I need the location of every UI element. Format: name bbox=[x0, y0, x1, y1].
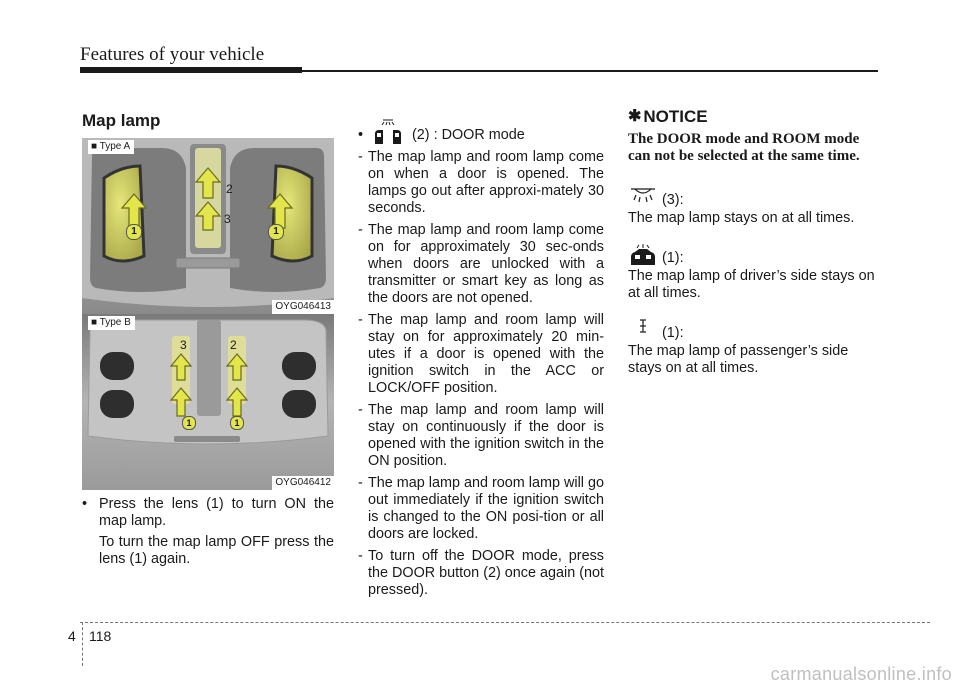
callout-1-left: 1 bbox=[182, 416, 196, 430]
notice-entry-text: The map lamp of passenger’s side stays on at all times. bbox=[628, 343, 849, 376]
door-mode-item bbox=[355, 222, 604, 307]
lens-instructions bbox=[82, 496, 334, 568]
door-mode-item bbox=[355, 475, 604, 543]
dash-marker: - bbox=[358, 402, 363, 418]
notice-box bbox=[628, 108, 880, 377]
callout-3: 3 bbox=[224, 212, 231, 226]
door-mode-item bbox=[355, 312, 604, 397]
notice-entry-label: (1): bbox=[662, 250, 684, 266]
dash-marker: - bbox=[358, 548, 363, 564]
door-mode-item-text: The map lamp and room lamp will stay on continuously if the door is opened with the ignition switch in the ON position. bbox=[368, 402, 604, 469]
notice-heading bbox=[628, 108, 880, 125]
door-mode-item-text: The map lamp and room lamp come on for approximately 30 sec-onds when doors are unlocked with a transmitter or smart key as long as the doors are not opened. bbox=[368, 222, 604, 306]
figure-code: OYG046413 bbox=[272, 300, 334, 314]
lens-on-text: Press the lens (1) to turn ON the map lamp. bbox=[99, 496, 334, 529]
room-lamp-icon bbox=[628, 185, 658, 212]
door-mode-item bbox=[355, 402, 604, 470]
figure-type-a bbox=[82, 138, 334, 314]
watermark: carmanualsonline.info bbox=[770, 664, 952, 684]
door-mode-heading bbox=[355, 118, 604, 142]
driver-side-icon bbox=[628, 243, 658, 272]
door-mode-item-text: The map lamp and room lamp come on when a door is opened. The lamps go out after approxi-mately 30 seconds. bbox=[368, 149, 604, 216]
footer-divider bbox=[82, 622, 83, 666]
figure-type-label: ■ Type B bbox=[88, 316, 135, 330]
notice-entry-passenger bbox=[628, 318, 880, 342]
notice-star-icon: ✱ bbox=[628, 108, 642, 125]
dash-marker: - bbox=[358, 475, 363, 491]
passenger-side-icon bbox=[628, 318, 658, 347]
callout-1-left: 1 bbox=[126, 224, 142, 240]
page-header-title: Features of your vehicle bbox=[80, 44, 265, 65]
notice-entry-label: (3): bbox=[662, 192, 684, 208]
footer-rule bbox=[80, 622, 930, 623]
door-mode-item-text: The map lamp and room lamp will go out immediately if the ignition switch is changed to the ON posi-tion or all doors are locked. bbox=[368, 475, 604, 542]
dash-marker: - bbox=[358, 312, 363, 328]
section-title: Map lamp bbox=[82, 111, 161, 130]
notice-entry-text: The map lamp stays on at all times. bbox=[628, 210, 855, 226]
door-mode-item-text: To turn off the DOOR mode, press the DOOR button (2) once again (not pressed). bbox=[368, 548, 604, 598]
door-mode-icon bbox=[371, 118, 405, 149]
door-mode-label: (2) : DOOR mode bbox=[412, 127, 525, 143]
dash-marker: - bbox=[358, 149, 363, 165]
door-mode-item-text: The map lamp and room lamp will stay on for approximately 20 min-utes if a door is opened with the ignition switch in the ACC or LOCK/OFF position. bbox=[368, 312, 604, 396]
door-mode-section bbox=[355, 118, 604, 599]
notice-entry-label: (1): bbox=[662, 325, 684, 341]
lens-on-instruction bbox=[82, 496, 334, 530]
header-rule-thick bbox=[80, 67, 302, 73]
callout-2: 2 bbox=[226, 182, 233, 196]
notice-entry-room bbox=[628, 185, 880, 209]
lens-off-instruction: To turn the map lamp OFF press the lens (1) again. bbox=[99, 534, 334, 567]
notice-entry-text: The map lamp of driver’s side stays on at all times. bbox=[628, 268, 875, 301]
figure-type-b bbox=[82, 314, 334, 490]
callout-1-right: 1 bbox=[230, 416, 244, 430]
notice-warning: The DOOR mode and ROOM mode can not be selected at the same time. bbox=[628, 131, 860, 164]
door-mode-item bbox=[355, 548, 604, 599]
figure-type-label: ■ Type A bbox=[88, 140, 134, 154]
callout-3: 3 bbox=[180, 338, 187, 352]
page-number: 118 bbox=[89, 628, 112, 644]
notice-title: NOTICE bbox=[643, 107, 708, 126]
bullet-marker: • bbox=[82, 496, 88, 512]
figure-type-b-photo bbox=[82, 314, 334, 490]
callout-1-right: 1 bbox=[268, 224, 284, 240]
notice-entry-driver bbox=[628, 243, 880, 267]
dash-marker: - bbox=[358, 222, 363, 238]
chapter-number: 4 bbox=[68, 628, 76, 644]
bullet-marker: • bbox=[358, 127, 364, 143]
figure-code: OYG046412 bbox=[272, 476, 334, 490]
header-rule-thin bbox=[302, 70, 878, 72]
figure-type-a-photo bbox=[82, 138, 334, 314]
callout-2: 2 bbox=[230, 338, 237, 352]
door-mode-item bbox=[355, 149, 604, 217]
